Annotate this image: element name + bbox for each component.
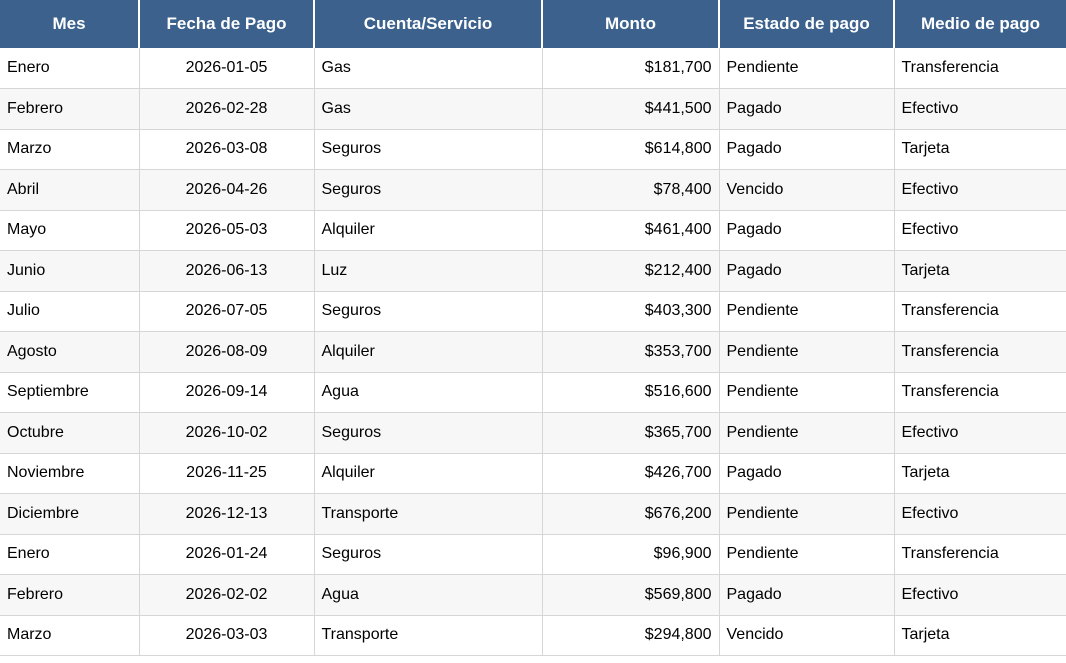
cell-monto: $569,800 bbox=[542, 575, 719, 616]
cell-estado: Pagado bbox=[719, 129, 894, 170]
table-row[interactable] bbox=[0, 48, 1066, 89]
cell-cuenta: Seguros bbox=[314, 413, 542, 454]
cell-monto: $181,700 bbox=[542, 48, 719, 89]
cell-estado: Vencido bbox=[719, 170, 894, 211]
cell-mes: Febrero bbox=[0, 575, 139, 616]
cell-monto: $353,700 bbox=[542, 332, 719, 373]
table-row[interactable] bbox=[0, 534, 1066, 575]
cell-cuenta: Seguros bbox=[314, 170, 542, 211]
cell-estado: Pagado bbox=[719, 210, 894, 251]
table-row[interactable] bbox=[0, 210, 1066, 251]
cell-mes: Mayo bbox=[0, 210, 139, 251]
cell-medio: Transferencia bbox=[894, 291, 1066, 332]
cell-mes: Enero bbox=[0, 48, 139, 89]
cell-medio: Efectivo bbox=[894, 413, 1066, 454]
table-row[interactable] bbox=[0, 332, 1066, 373]
table-row[interactable] bbox=[0, 615, 1066, 656]
cell-cuenta: Seguros bbox=[314, 534, 542, 575]
cell-medio: Efectivo bbox=[894, 210, 1066, 251]
table-row[interactable] bbox=[0, 494, 1066, 535]
table-row[interactable] bbox=[0, 453, 1066, 494]
cell-fecha: 2026-03-03 bbox=[139, 615, 314, 656]
cell-mes: Diciembre bbox=[0, 494, 139, 535]
cell-fecha: 2026-12-13 bbox=[139, 494, 314, 535]
cell-estado: Pendiente bbox=[719, 332, 894, 373]
table-header bbox=[0, 0, 1066, 48]
table-row[interactable] bbox=[0, 129, 1066, 170]
cell-fecha: 2026-09-14 bbox=[139, 372, 314, 413]
cell-estado: Pendiente bbox=[719, 534, 894, 575]
cell-fecha: 2026-10-02 bbox=[139, 413, 314, 454]
column-header-monto[interactable]: Monto bbox=[542, 0, 719, 48]
cell-estado: Pendiente bbox=[719, 494, 894, 535]
cell-fecha: 2026-01-05 bbox=[139, 48, 314, 89]
cell-cuenta: Alquiler bbox=[314, 332, 542, 373]
cell-mes: Julio bbox=[0, 291, 139, 332]
cell-fecha: 2026-11-25 bbox=[139, 453, 314, 494]
table-row[interactable] bbox=[0, 372, 1066, 413]
cell-medio: Transferencia bbox=[894, 332, 1066, 373]
cell-estado: Vencido bbox=[719, 615, 894, 656]
table-row[interactable] bbox=[0, 170, 1066, 211]
cell-cuenta: Transporte bbox=[314, 615, 542, 656]
cell-cuenta: Alquiler bbox=[314, 210, 542, 251]
column-header-medio[interactable]: Medio de pago bbox=[894, 0, 1066, 48]
cell-medio: Efectivo bbox=[894, 170, 1066, 211]
cell-fecha: 2026-02-02 bbox=[139, 575, 314, 616]
cell-fecha: 2026-02-28 bbox=[139, 89, 314, 130]
cell-estado: Pagado bbox=[719, 89, 894, 130]
cell-cuenta: Luz bbox=[314, 251, 542, 292]
cell-monto: $212,400 bbox=[542, 251, 719, 292]
column-header-mes[interactable]: Mes bbox=[0, 0, 139, 48]
cell-fecha: 2026-08-09 bbox=[139, 332, 314, 373]
cell-estado: Pendiente bbox=[719, 291, 894, 332]
cell-cuenta: Agua bbox=[314, 575, 542, 616]
table-row[interactable] bbox=[0, 89, 1066, 130]
cell-monto: $403,300 bbox=[542, 291, 719, 332]
cell-mes: Abril bbox=[0, 170, 139, 211]
cell-estado: Pendiente bbox=[719, 413, 894, 454]
cell-mes: Enero bbox=[0, 534, 139, 575]
table-row[interactable] bbox=[0, 291, 1066, 332]
cell-medio: Tarjeta bbox=[894, 453, 1066, 494]
cell-medio: Tarjeta bbox=[894, 129, 1066, 170]
cell-mes: Febrero bbox=[0, 89, 139, 130]
cell-cuenta: Seguros bbox=[314, 291, 542, 332]
cell-cuenta: Gas bbox=[314, 48, 542, 89]
cell-mes: Junio bbox=[0, 251, 139, 292]
table-header-row bbox=[0, 0, 1066, 48]
cell-estado: Pagado bbox=[719, 453, 894, 494]
cell-mes: Agosto bbox=[0, 332, 139, 373]
cell-monto: $365,700 bbox=[542, 413, 719, 454]
cell-medio: Transferencia bbox=[894, 48, 1066, 89]
column-header-fecha[interactable]: Fecha de Pago bbox=[139, 0, 314, 48]
cell-cuenta: Transporte bbox=[314, 494, 542, 535]
cell-mes: Marzo bbox=[0, 129, 139, 170]
table-row[interactable] bbox=[0, 413, 1066, 454]
cell-fecha: 2026-06-13 bbox=[139, 251, 314, 292]
cell-cuenta: Seguros bbox=[314, 129, 542, 170]
cell-mes: Marzo bbox=[0, 615, 139, 656]
cell-medio: Transferencia bbox=[894, 534, 1066, 575]
cell-mes: Octubre bbox=[0, 413, 139, 454]
cell-estado: Pendiente bbox=[719, 372, 894, 413]
cell-fecha: 2026-05-03 bbox=[139, 210, 314, 251]
cell-fecha: 2026-04-26 bbox=[139, 170, 314, 211]
cell-monto: $78,400 bbox=[542, 170, 719, 211]
cell-medio: Tarjeta bbox=[894, 615, 1066, 656]
cell-medio: Efectivo bbox=[894, 89, 1066, 130]
cell-fecha: 2026-03-08 bbox=[139, 129, 314, 170]
cell-fecha: 2026-01-24 bbox=[139, 534, 314, 575]
cell-monto: $516,600 bbox=[542, 372, 719, 413]
column-header-cuenta[interactable]: Cuenta/Servicio bbox=[314, 0, 542, 48]
column-header-estado[interactable]: Estado de pago bbox=[719, 0, 894, 48]
cell-medio: Efectivo bbox=[894, 575, 1066, 616]
cell-estado: Pagado bbox=[719, 575, 894, 616]
cell-cuenta: Gas bbox=[314, 89, 542, 130]
cell-monto: $426,700 bbox=[542, 453, 719, 494]
cell-cuenta: Alquiler bbox=[314, 453, 542, 494]
cell-cuenta: Agua bbox=[314, 372, 542, 413]
table-row[interactable] bbox=[0, 575, 1066, 616]
table-row[interactable] bbox=[0, 251, 1066, 292]
cell-monto: $96,900 bbox=[542, 534, 719, 575]
cell-medio: Efectivo bbox=[894, 494, 1066, 535]
cell-mes: Septiembre bbox=[0, 372, 139, 413]
cell-fecha: 2026-07-05 bbox=[139, 291, 314, 332]
cell-monto: $294,800 bbox=[542, 615, 719, 656]
cell-monto: $676,200 bbox=[542, 494, 719, 535]
cell-monto: $614,800 bbox=[542, 129, 719, 170]
cell-monto: $441,500 bbox=[542, 89, 719, 130]
table-body bbox=[0, 48, 1066, 656]
cell-estado: Pendiente bbox=[719, 48, 894, 89]
cell-medio: Transferencia bbox=[894, 372, 1066, 413]
cell-mes: Noviembre bbox=[0, 453, 139, 494]
cell-estado: Pagado bbox=[719, 251, 894, 292]
cell-monto: $461,400 bbox=[542, 210, 719, 251]
cell-medio: Tarjeta bbox=[894, 251, 1066, 292]
